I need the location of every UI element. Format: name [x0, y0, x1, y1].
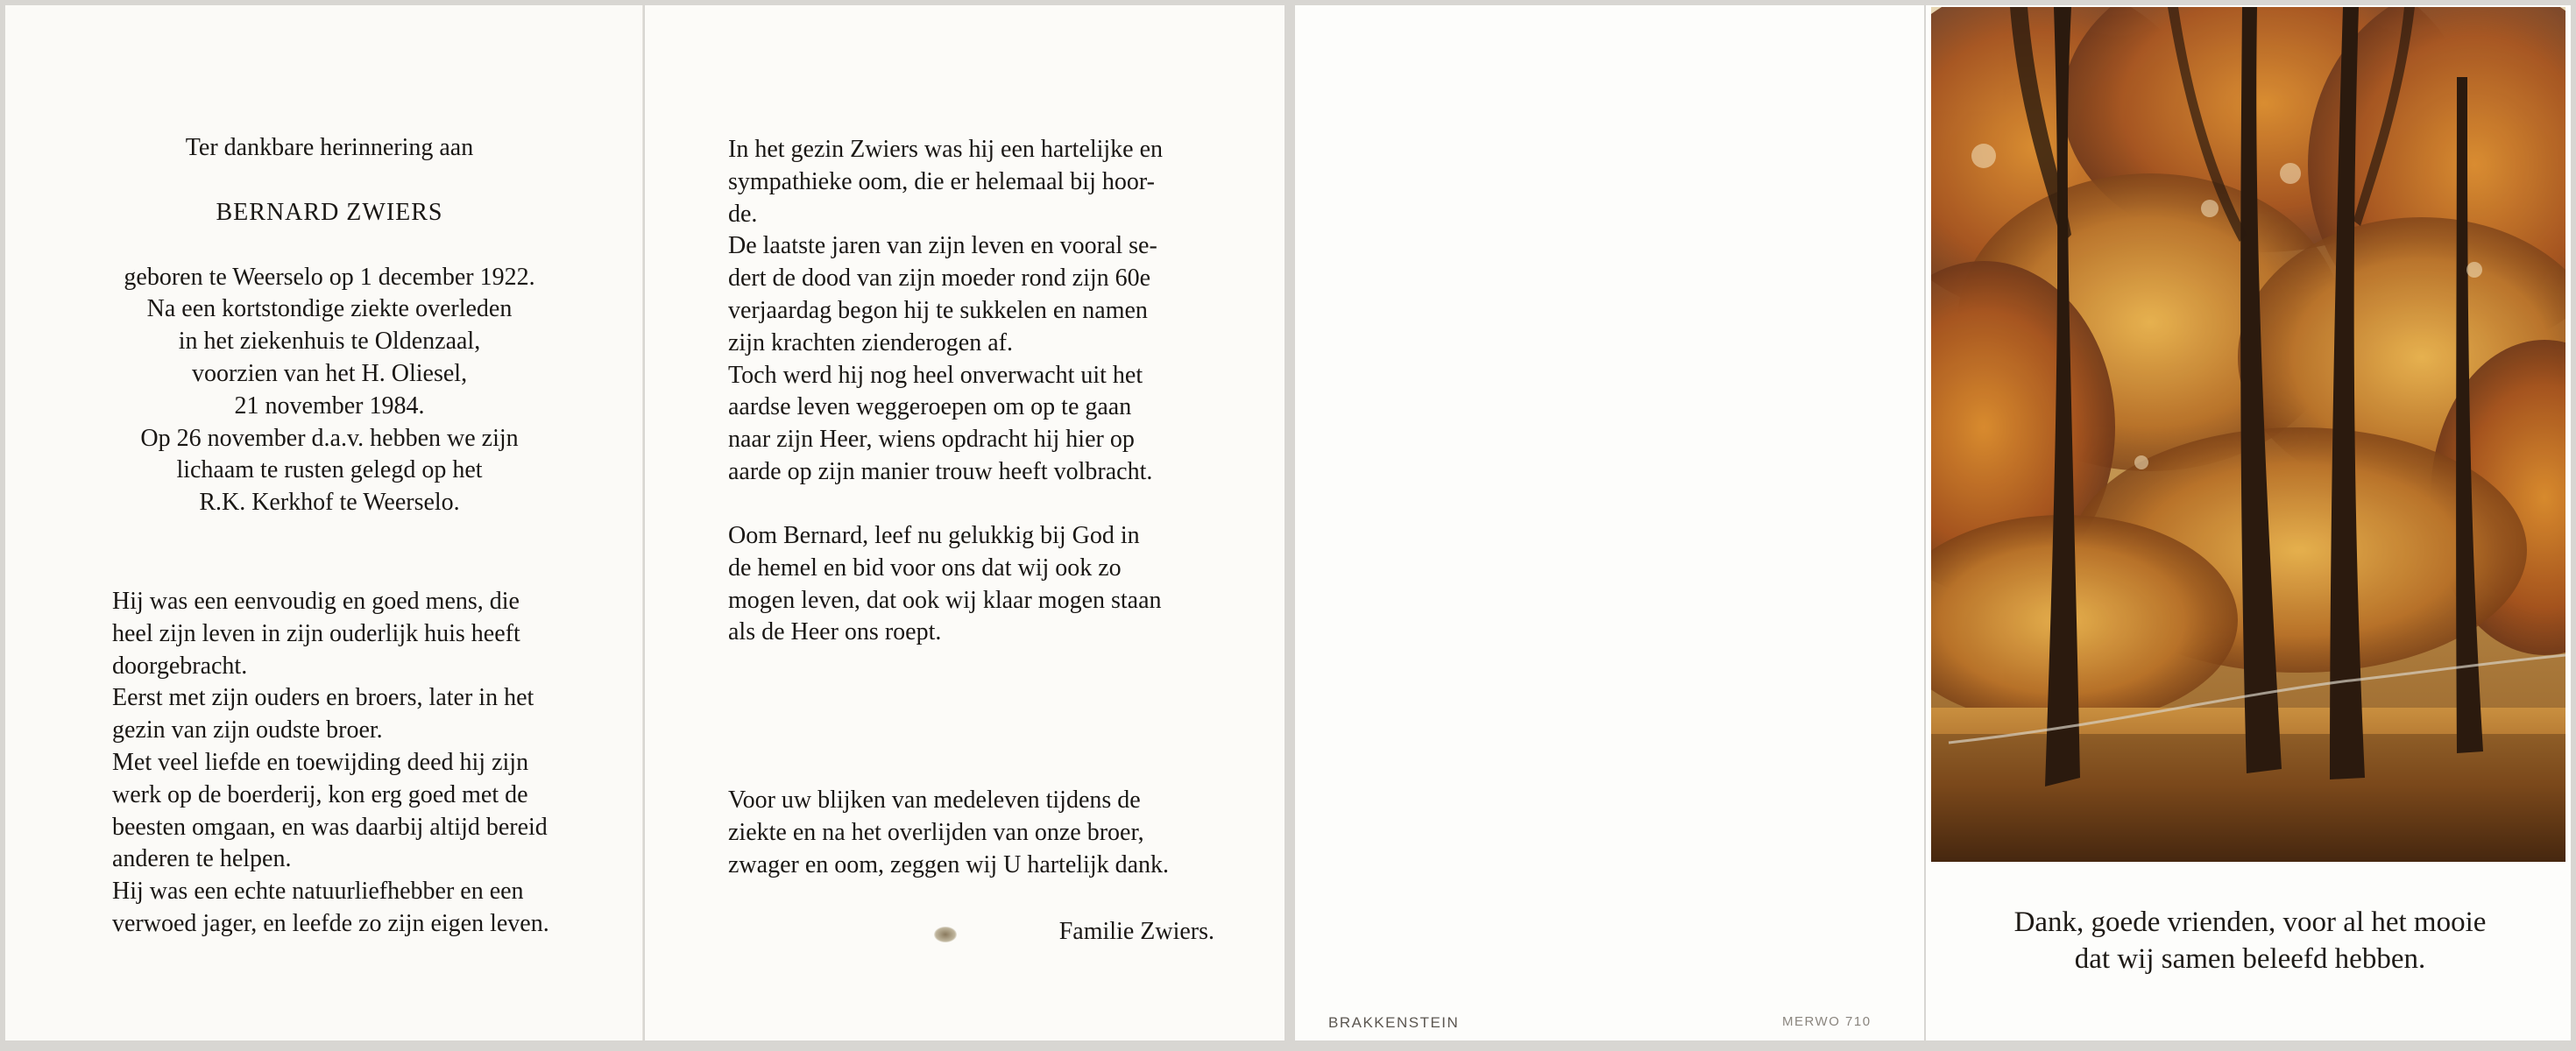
- paragraph-line: zijn krachten zienderogen af.: [728, 328, 1013, 356]
- back-cover: [1295, 5, 1924, 1040]
- prayer-paragraph: [728, 520, 1214, 649]
- publisher-label: BRAKKENSTEIN: [1328, 1014, 1460, 1031]
- detail-line: R.K. Kerkhof te Weerselo.: [199, 489, 460, 517]
- paragraph-line: dert de dood van zijn moeder rond zijn 60e: [728, 265, 1151, 293]
- paragraph-line: Toch werd hij nog heel onverwacht uit het: [728, 361, 1143, 389]
- biography-line: verwoed jager, en leefde zo zijn eigen leven.: [112, 909, 549, 937]
- detail-line: lichaam te rusten gelegd op het: [176, 456, 483, 484]
- biography-text: [112, 586, 603, 941]
- paragraph-line: De laatste jaren van zijn leven en vooral se-: [728, 232, 1157, 260]
- paragraph-line: als de Heer ons roept.: [728, 618, 942, 646]
- biography-line: beesten omgaan, en was daarbij altijd bereid: [112, 813, 548, 841]
- detail-line: geboren te Weerselo op 1 december 1922.: [124, 263, 535, 291]
- biography-line: Hij was een echte natuurliefhebber en een: [112, 878, 524, 906]
- card-code: MERWO 710: [1782, 1014, 1872, 1029]
- paper-stain: [934, 927, 957, 942]
- paragraph-line: Oom Bernard, leef nu gelukkig bij God in: [728, 522, 1140, 549]
- caption-line: dat wij samen beleefd hebben.: [2074, 943, 2426, 975]
- biography-line: anderen te helpen.: [112, 845, 292, 873]
- detail-line: voorzien van het H. Oliesel,: [191, 359, 468, 387]
- paragraph-line: de.: [728, 200, 758, 228]
- life-details: [102, 262, 557, 519]
- biography-line: werk op de boerderij, kon erg goed met de: [112, 780, 528, 808]
- paragraph-line: naar zijn Heer, wiens opdracht hij hier op: [728, 426, 1135, 454]
- detail-line: 21 november 1984.: [234, 391, 425, 420]
- paragraph-line: zwager en oom, zeggen wij U hartelijk dank.: [728, 850, 1170, 878]
- right-inner-page: [645, 5, 1284, 1040]
- paragraph-line: In het gezin Zwiers was hij een hartelijke en: [728, 136, 1164, 163]
- biography-line: Met veel liefde en toewijding deed hij zijn: [112, 748, 529, 776]
- autumn-forest-photo: [1931, 7, 2565, 862]
- paragraph-line: aardse leven weggeroepen om op te gaan: [728, 393, 1132, 421]
- detail-line: Op 26 november d.a.v. hebben we zijn: [140, 424, 519, 452]
- left-inner-page: [5, 5, 643, 1040]
- cover-caption: [1943, 904, 2557, 977]
- biography-line: doorgebracht.: [112, 652, 248, 680]
- memorial-heading: Ter dankbare herinnering aan: [185, 134, 474, 161]
- paragraph-line: de hemel en bid voor ons dat wij ook zo: [728, 554, 1122, 582]
- detail-line: Na een kortstondige ziekte overleden: [146, 295, 513, 323]
- paragraph-line: ziekte en na het overlijden van onze broer,: [728, 818, 1144, 846]
- paragraph-line: mogen leven, dat ook wij klaar mogen staan: [728, 586, 1162, 614]
- memorial-header: [102, 132, 557, 519]
- biography-line: Hij was een eenvoudig en goed mens, die: [112, 588, 520, 615]
- family-signature: Familie Zwiers.: [1058, 918, 1214, 945]
- biography-line: heel zijn leven in zijn ouderlijk huis heeft: [112, 619, 520, 647]
- detail-line: in het ziekenhuis te Oldenzaal,: [178, 328, 481, 356]
- front-cover: [1926, 5, 2571, 1040]
- thanks-paragraph: [728, 785, 1214, 881]
- biography-line: gezin van zijn oudste broer.: [112, 716, 383, 744]
- deceased-name: BERNARD ZWIERS: [216, 198, 443, 226]
- paragraph-line: aarde op zijn manier trouw heeft volbracht.: [728, 457, 1153, 485]
- biography-line: Eerst met zijn ouders en broers, later in het: [112, 684, 534, 712]
- paragraph-line: verjaardag begon hij te sukkelen en namen: [728, 296, 1148, 324]
- caption-line: Dank, goede vrienden, voor al het mooie: [2013, 906, 2487, 938]
- paragraph-line: Voor uw blijken van medeleven tijdens de: [728, 786, 1141, 814]
- forest-illustration: [1931, 7, 2565, 862]
- family-paragraph: [728, 134, 1214, 489]
- paragraph-line: sympathieke oom, die er helemaal bij hoor-: [728, 167, 1155, 195]
